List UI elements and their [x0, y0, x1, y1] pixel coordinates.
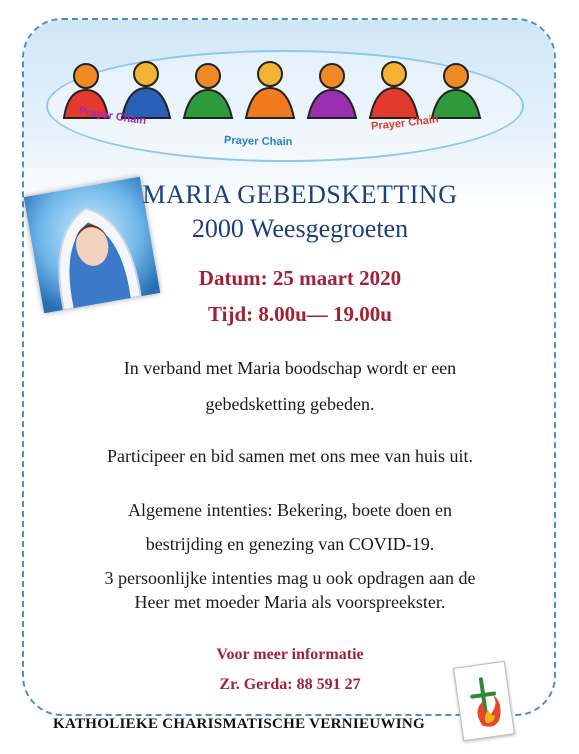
- svg-text:Prayer Chain: Prayer Chain: [77, 104, 147, 128]
- body-paragraph-4-line-1: 3 persoonlijke intenties mag u ook opdragen aan de: [104, 568, 476, 588]
- svg-text:Prayer Chain: Prayer Chain: [223, 134, 293, 149]
- contact-heading: Voor meer informatie: [216, 646, 364, 663]
- footer-organization: KATHOLIEKE CHARISMATISCHE VERNIEUWING: [53, 716, 426, 732]
- body-paragraph-3-line-2: bestrijding en genezing van COVID-19.: [145, 534, 435, 554]
- organization-logo: [453, 661, 515, 742]
- contact-person: Zr. Gerda: 88 591 27: [219, 676, 361, 693]
- body-paragraph-1-line-2: gebedsketting gebeden.: [205, 394, 375, 414]
- page-title: MARIA GEBEDSKETTING: [142, 180, 458, 209]
- svg-text:Prayer Chain: Prayer Chain: [370, 113, 440, 133]
- page-subtitle: 2000 Weesgegroeten: [191, 214, 409, 243]
- body-paragraph-3-line-1: Algemene intenties: Bekering, boete doen en: [128, 500, 452, 520]
- body-paragraph-2: Participeer en bid samen met ons mee van huis uit.: [107, 446, 473, 466]
- event-date: Datum: 25 maart 2020: [198, 266, 402, 290]
- prayer-chain-wordart: [60, 104, 510, 150]
- body-paragraph-1-line-1: In verband met Maria boodschap wordt er een: [123, 358, 457, 378]
- event-time: Tijd: 8.00u— 19.00u: [208, 302, 392, 326]
- dove-flame-icon: [454, 662, 514, 740]
- body-paragraph-4-line-2: Heer met moeder Maria als voorspreekster.: [134, 592, 446, 612]
